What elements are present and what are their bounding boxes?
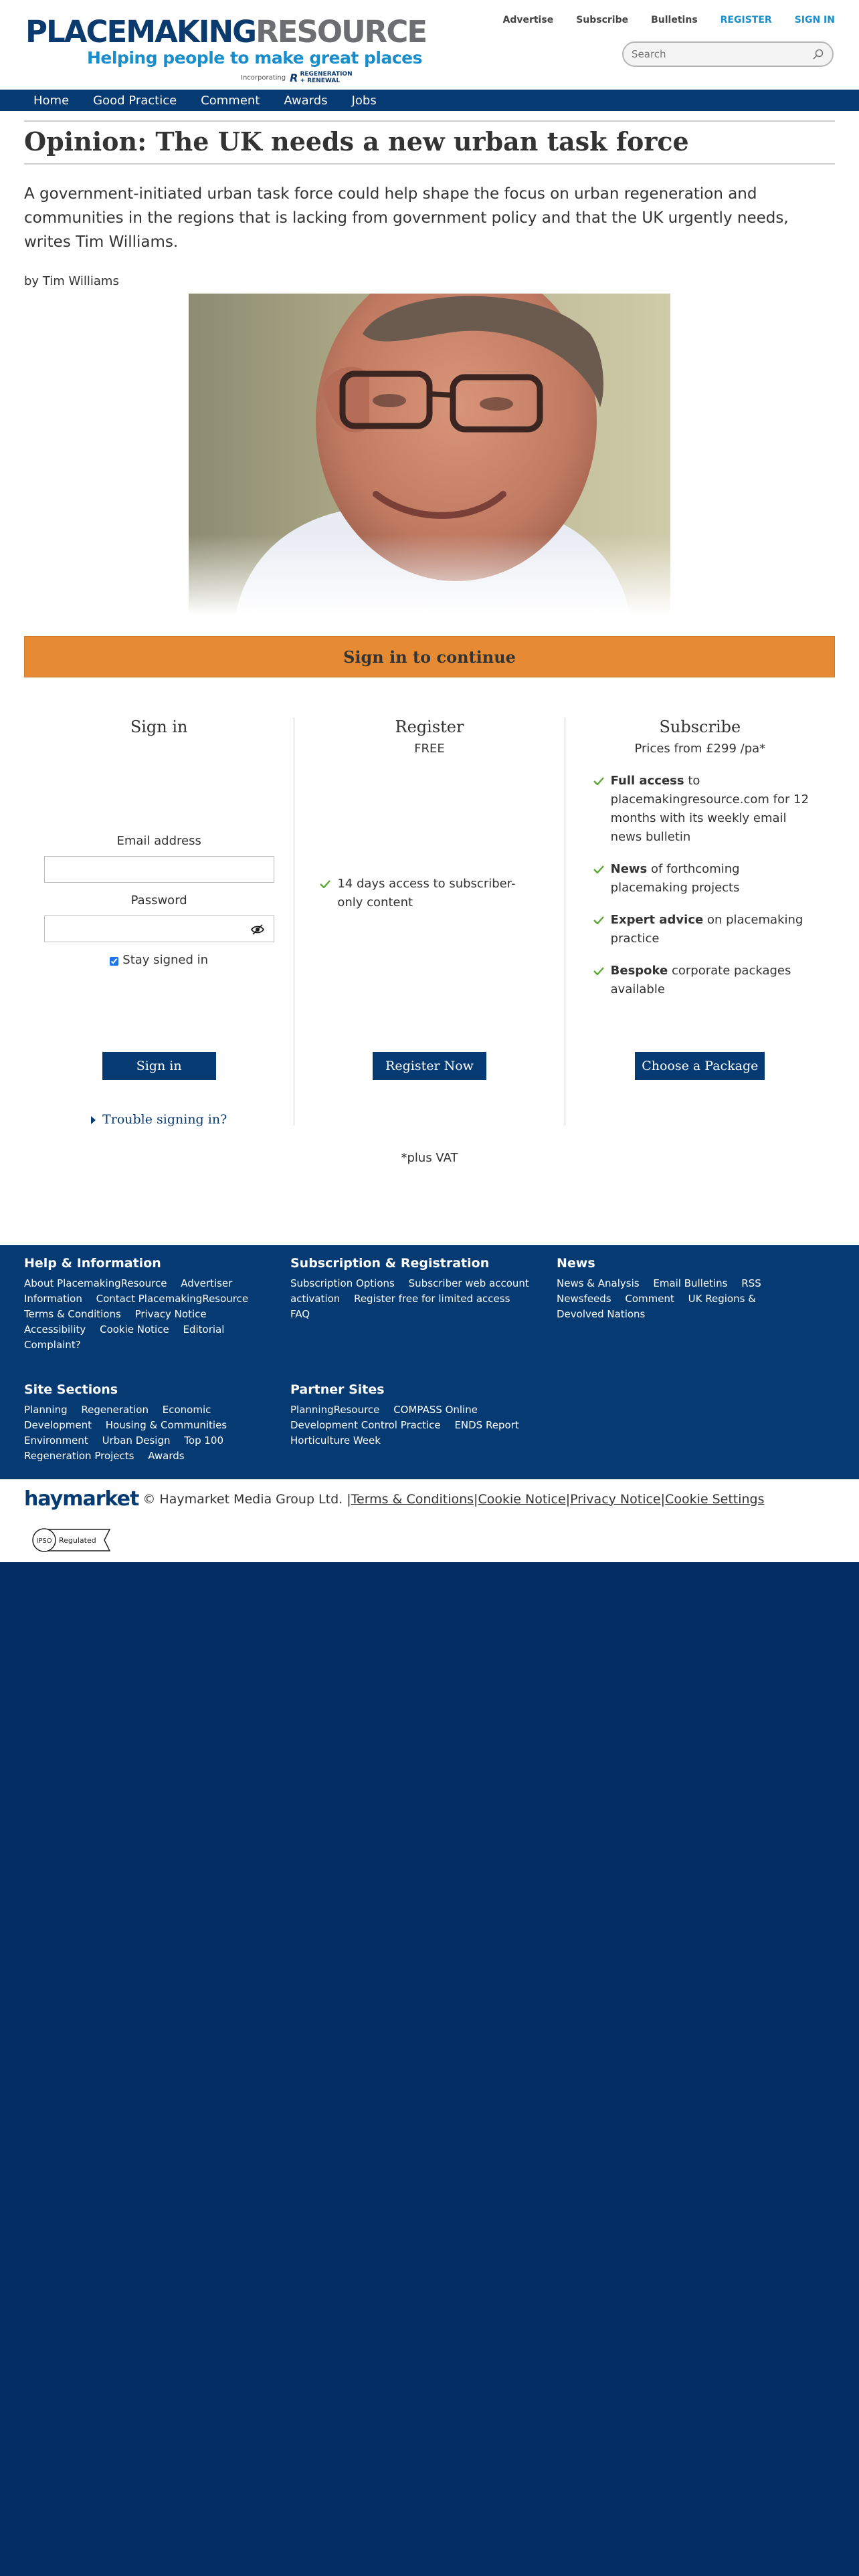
footer-link[interactable]: Awards [148, 1450, 185, 1462]
logo-word-placemaking: PLACEMAKING [25, 14, 256, 49]
footer-link[interactable]: ENDS Report [454, 1419, 519, 1431]
benefit-text [611, 860, 814, 897]
footer-heading: Partner Sites [290, 1382, 385, 1397]
footer-link[interactable]: Comment [625, 1293, 674, 1305]
register-price: FREE [414, 742, 445, 756]
benefit-text [611, 911, 814, 948]
stay-signed-in-label: Stay signed in [122, 953, 209, 967]
ipso-regulated-badge[interactable] [31, 1527, 114, 1553]
rr-text-line1: REGENERATION [300, 71, 353, 78]
eye-slash-icon[interactable] [251, 924, 264, 935]
signin-panel [24, 718, 294, 1125]
subscribe-benefits [593, 772, 814, 999]
cookie-settings-link[interactable]: Cookie Settings [665, 1491, 765, 1507]
nav-awards[interactable]: Awards [284, 93, 328, 108]
benefit-rest: of forthcoming placemaking projects [610, 862, 740, 895]
logo-incorporating-label: Incorporating [241, 74, 286, 82]
footer-link[interactable]: Privacy Notice [134, 1308, 207, 1320]
footer-link[interactable]: Contact PlacemakingResource [96, 1293, 249, 1305]
footer-link[interactable]: UK Regions & Devolved Nations [557, 1293, 756, 1320]
footer-heading: Help & Information [24, 1256, 161, 1271]
footer-link[interactable]: Cookie Notice [100, 1323, 169, 1335]
stay-signed-in [24, 953, 294, 967]
footer-subscription [290, 1256, 557, 1353]
register-link[interactable]: REGISTER [720, 15, 772, 25]
footer-link[interactable]: News & Analysis [557, 1277, 640, 1289]
benefit-bold: News [610, 862, 648, 876]
footer-link[interactable]: About PlacemakingResource [24, 1277, 167, 1289]
footer-link[interactable]: Subscriber web account activation [290, 1277, 529, 1305]
footer-site-sections [24, 1382, 290, 1464]
vat-note: *plus VAT [401, 1151, 458, 1165]
footer-link[interactable]: Editorial Complaint? [24, 1323, 225, 1351]
register-benefit-text: 14 days access to subscriber-only content [337, 877, 516, 909]
footer-heading: News [557, 1256, 595, 1271]
divider [24, 163, 835, 165]
password-label: Password [130, 893, 187, 907]
check-icon [593, 911, 604, 930]
list-item [593, 962, 814, 999]
separator: | [565, 1491, 571, 1507]
check-icon [320, 875, 330, 893]
signin-heading: Sign in [130, 718, 188, 736]
list-item [593, 772, 814, 847]
footer-link[interactable]: Economic Development [24, 1404, 211, 1431]
footer-link[interactable]: Regeneration Projects [24, 1450, 134, 1462]
footer-link[interactable]: Environment [24, 1434, 88, 1446]
search-box [622, 41, 834, 67]
benefit-rest: to placemakingresource.com for 12 months with its weekly email news bulletin [610, 774, 809, 844]
register-benefits [320, 875, 534, 912]
list-item [593, 860, 814, 897]
access-options [24, 718, 835, 1125]
site-header [0, 0, 859, 90]
search-input[interactable] [632, 48, 812, 60]
footer-link[interactable]: Register free for limited access [354, 1293, 510, 1305]
list-item [593, 911, 814, 948]
footer-link[interactable]: Housing & Communities [105, 1419, 227, 1431]
register-heading: Register [395, 718, 464, 736]
article [0, 120, 859, 1165]
trouble-signing-in-text: Trouble signing in? [102, 1112, 227, 1127]
footer-heading: Site Sections [24, 1382, 118, 1397]
logo-incorporating [241, 71, 373, 84]
register-now-button[interactable]: Register Now [373, 1052, 486, 1080]
list-item [320, 875, 534, 912]
search-icon[interactable] [812, 48, 824, 60]
subscribe-panel [565, 718, 835, 1125]
regeneration-renewal-logo [290, 71, 353, 84]
nav-good-practice[interactable]: Good Practice [93, 93, 177, 108]
nav-jobs[interactable]: Jobs [351, 93, 377, 108]
sign-in-banner [24, 636, 835, 677]
footer-link[interactable]: Regeneration [81, 1404, 149, 1416]
copyright-text: © Haymarket Media Group Ltd. | [142, 1491, 351, 1507]
footer-link[interactable]: Horticulture Week [290, 1434, 381, 1446]
haymarket-logo[interactable]: haymarket [24, 1487, 139, 1511]
footer-heading: Subscription & Registration [290, 1256, 490, 1271]
password-field[interactable] [44, 916, 274, 942]
terms-link[interactable]: Terms & Conditions [351, 1491, 474, 1507]
benefit-text [611, 962, 814, 999]
email-field[interactable] [44, 856, 274, 883]
footer-link[interactable]: Email Bulletins [653, 1277, 728, 1289]
footer-link[interactable]: FAQ [290, 1308, 310, 1320]
footer-link[interactable]: Subscription Options [290, 1277, 395, 1289]
register-panel [294, 718, 564, 1125]
footer-link[interactable]: Urban Design [102, 1434, 171, 1446]
legal-bar [0, 1479, 859, 1562]
sign-in-button[interactable]: Sign in [102, 1052, 216, 1080]
trouble-signing-in-link[interactable] [24, 1112, 294, 1127]
footer-link[interactable]: PlanningResource [290, 1404, 380, 1416]
logo-word-resource: RESOURCE [256, 14, 427, 49]
caret-right-icon [91, 1116, 96, 1124]
separator: | [474, 1491, 478, 1507]
separator: | [660, 1491, 666, 1507]
signin-link[interactable]: SIGN IN [794, 15, 835, 25]
choose-package-button[interactable]: Choose a Package [635, 1052, 765, 1080]
check-icon [593, 772, 604, 790]
email-label: Email address [116, 834, 201, 848]
footer-link[interactable]: COMPASS Online [393, 1404, 478, 1416]
footer-link[interactable]: Planning [24, 1404, 68, 1416]
footer-link[interactable]: RSS Newsfeeds [557, 1277, 761, 1305]
footer-partner-sites [290, 1382, 557, 1464]
ipso-regulated-text: Regulated [59, 1536, 96, 1545]
site-logo[interactable] [25, 14, 427, 84]
check-icon [593, 860, 604, 879]
footer-link[interactable]: Advertiser Information [24, 1277, 233, 1305]
benefit-bold: Full access [610, 774, 684, 788]
benefit-rest: corporate packages available [610, 964, 791, 996]
privacy-notice-link[interactable]: Privacy Notice [570, 1491, 661, 1507]
bulletins-link[interactable]: Bulletins [651, 15, 698, 25]
benefit-rest: on placemaking practice [610, 913, 803, 946]
article-standfirst: A government-initiated urban task force could help shape the focus on urban regeneration and communities in the regions that is lacking from government policy and that the UK urgently needs, writes Tim Williams. [24, 185, 789, 251]
cookie-notice-link[interactable]: Cookie Notice [478, 1491, 566, 1507]
nav-home[interactable]: Home [33, 93, 70, 108]
nav-comment[interactable]: Comment [201, 93, 260, 108]
article-byline: by Tim Williams [24, 274, 119, 288]
main-nav [0, 90, 859, 111]
logo-wordmark [25, 14, 427, 49]
benefit-bold: Bespoke [610, 964, 668, 978]
advertise-link[interactable]: Advertise [502, 15, 554, 25]
subscribe-price: Prices from £299 /pa* [634, 742, 766, 756]
footer-link[interactable]: Terms & Conditions [24, 1308, 121, 1320]
rr-text-line2: + RENEWAL [300, 78, 341, 84]
footer-news [557, 1256, 835, 1353]
footer-help [24, 1256, 290, 1353]
sign-in-banner-text: Sign in to continue [343, 647, 516, 667]
footer-link[interactable]: Accessibility [24, 1323, 86, 1335]
benefit-text [611, 772, 814, 847]
benefit-bold: Expert advice [610, 913, 704, 927]
check-icon [593, 962, 604, 980]
stay-signed-in-checkbox[interactable] [110, 957, 118, 966]
logo-tagline: Helping people to make great places [87, 48, 423, 68]
top-links [502, 15, 835, 25]
rr-mark: R [290, 71, 298, 84]
subscribe-heading: Subscribe [659, 718, 741, 736]
site-footer [0, 1245, 859, 1479]
author-photo [189, 294, 670, 615]
ipso-logo-text: IPSO [36, 1537, 52, 1545]
subscribe-link[interactable]: Subscribe [576, 15, 629, 25]
divider [24, 120, 835, 122]
article-title: Opinion: The UK needs a new urban task force [24, 126, 689, 156]
footer-link[interactable]: Top 100 [184, 1434, 223, 1446]
rr-text [300, 71, 352, 84]
footer-link[interactable]: Development Control Practice [290, 1419, 441, 1431]
